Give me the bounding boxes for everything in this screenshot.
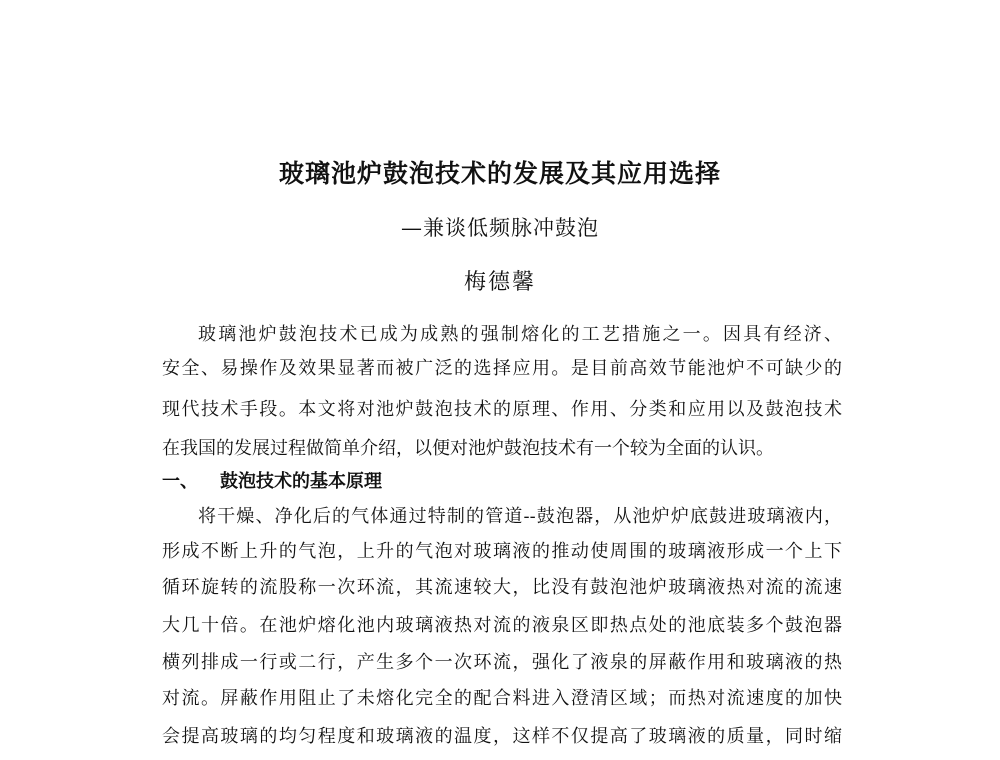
abstract-line: 玻璃池炉鼓泡技术已成为成熟的强制熔化的工艺措施之一。因具有经济、 [198,324,842,345]
document-author: 梅德馨 [463,270,536,295]
abstract-line: 现代技术手段。本文将对池炉鼓泡技术的原理、作用、分类和应用以及鼓泡技术 [162,399,842,420]
body-line: 大几十倍。在池炉熔化池内玻璃液热对流的液泉区即热点处的池底装多个鼓泡器 [162,615,842,636]
section-number: 一、 [162,471,198,492]
body-line: 会提高玻璃的均匀程度和玻璃液的温度，这样不仅提高了玻璃液的质量，同时缩 [162,726,842,747]
body-line: 横列排成一行或二行，产生多个一次环流，强化了液泉的屏蔽作用和玻璃液的热 [162,652,842,673]
body-line: 循环旋转的流股称一次环流，其流速较大，比没有鼓泡池炉玻璃液热对流的流速 [162,577,842,598]
section-heading [162,469,382,495]
body-line: 形成不断上升的气泡，上升的气泡对玻璃液的推动使周围的玻璃液形成一个上下 [162,541,842,562]
abstract-line: 安全、易操作及效果显著而被广泛的选择应用。是目前高效节能池炉不可缺少的 [162,358,842,379]
section-heading-text: 鼓泡技术的基本原理 [220,471,382,492]
body-line: 将干燥、净化后的气体通过特制的管道--鼓泡器，从池炉炉底鼓进玻璃液内， [198,506,842,527]
document-title: 玻璃池炉鼓泡技术的发展及其应用选择 [278,159,721,188]
body-line: 对流。屏蔽作用阻止了未熔化完全的配合料进入澄清区域；而热对流速度的加快 [162,688,842,709]
document-subtitle: —兼谈低频脉冲鼓泡 [401,216,599,240]
abstract-line: 在我国的发展过程做简单介绍，以便对池炉鼓泡技术有一个较为全面的认识。 [162,438,774,459]
